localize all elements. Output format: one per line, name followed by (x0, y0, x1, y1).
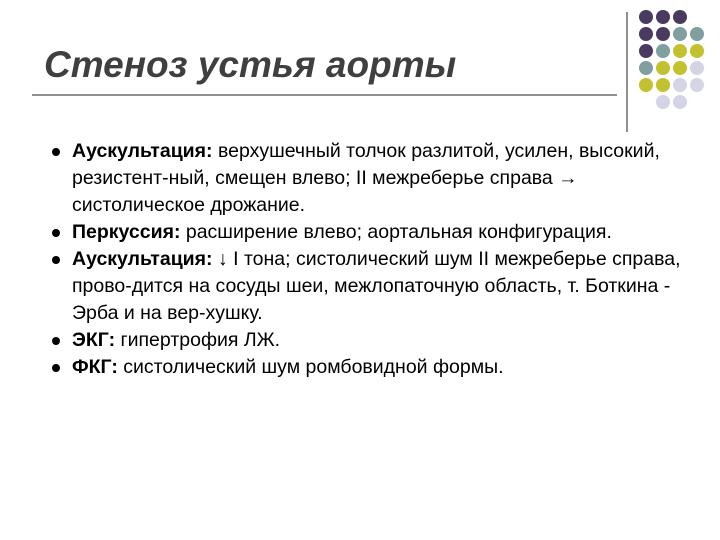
decorative-dot (639, 10, 653, 24)
decorative-dot (639, 27, 653, 41)
bullet-text: ↓ I тона; систолический шум II межреберье справа, прово-дится на сосуды шеи, межлопаточную область, т. Боткина - Эрба и на вер-хушку. (72, 248, 681, 324)
bullet-dot-icon (52, 229, 60, 237)
bullet-label: ЭКГ: (72, 329, 116, 351)
bullet-label: ФКГ: (72, 356, 118, 378)
bullet-item-auscultation-1 (50, 138, 700, 219)
decorative-dot (690, 61, 704, 75)
bullet-label: Аускультация: (72, 248, 213, 270)
bullet-item-auscultation-2 (50, 246, 700, 327)
decorative-dot (673, 95, 687, 109)
slide-title: Стеноз устья аорты (44, 44, 457, 85)
bullet-text: гипертрофия ЛЖ. (115, 329, 281, 351)
bullet-item-ecg (50, 327, 700, 354)
bullet-dot-icon (52, 256, 60, 264)
bullet-label: Аускультация: (72, 140, 213, 162)
bullet-item-pcg (50, 354, 700, 381)
bullet-dot-icon (52, 337, 60, 345)
title-underline (32, 94, 617, 96)
decorative-dot (639, 44, 653, 58)
bullet-item-percussion (50, 219, 700, 246)
decorative-dot (656, 61, 670, 75)
decorative-dot (673, 78, 687, 92)
decorative-dot (639, 61, 653, 75)
bullet-text: систолический шум ромбовидной формы. (117, 356, 504, 378)
decorative-dot (656, 78, 670, 92)
decorative-dot (690, 44, 704, 58)
bullet-dot-icon (52, 148, 60, 156)
decorative-dot (690, 27, 704, 41)
decorative-dot (690, 78, 704, 92)
decorative-dot (673, 61, 687, 75)
bullet-dot-icon (52, 364, 60, 372)
decorative-dot (673, 27, 687, 41)
bullet-text: расширение влево; аортальная конфигурация. (180, 221, 612, 243)
vertical-divider (626, 12, 628, 132)
decorative-dot-grid (639, 10, 719, 120)
decorative-dot (673, 10, 687, 24)
decorative-dot (656, 27, 670, 41)
decorative-dot (673, 44, 687, 58)
decorative-dot (656, 95, 670, 109)
decorative-dot (639, 78, 653, 92)
decorative-dot (656, 10, 670, 24)
bullet-text: верхушечный толчок разлитой, усилен, высокий, резистент-ный, смещен влево; II межреберье справа → систолическое дрожание. (72, 140, 660, 216)
bullet-label: Перкуссия: (72, 221, 181, 243)
decorative-dot (656, 44, 670, 58)
bullet-list (50, 138, 700, 381)
